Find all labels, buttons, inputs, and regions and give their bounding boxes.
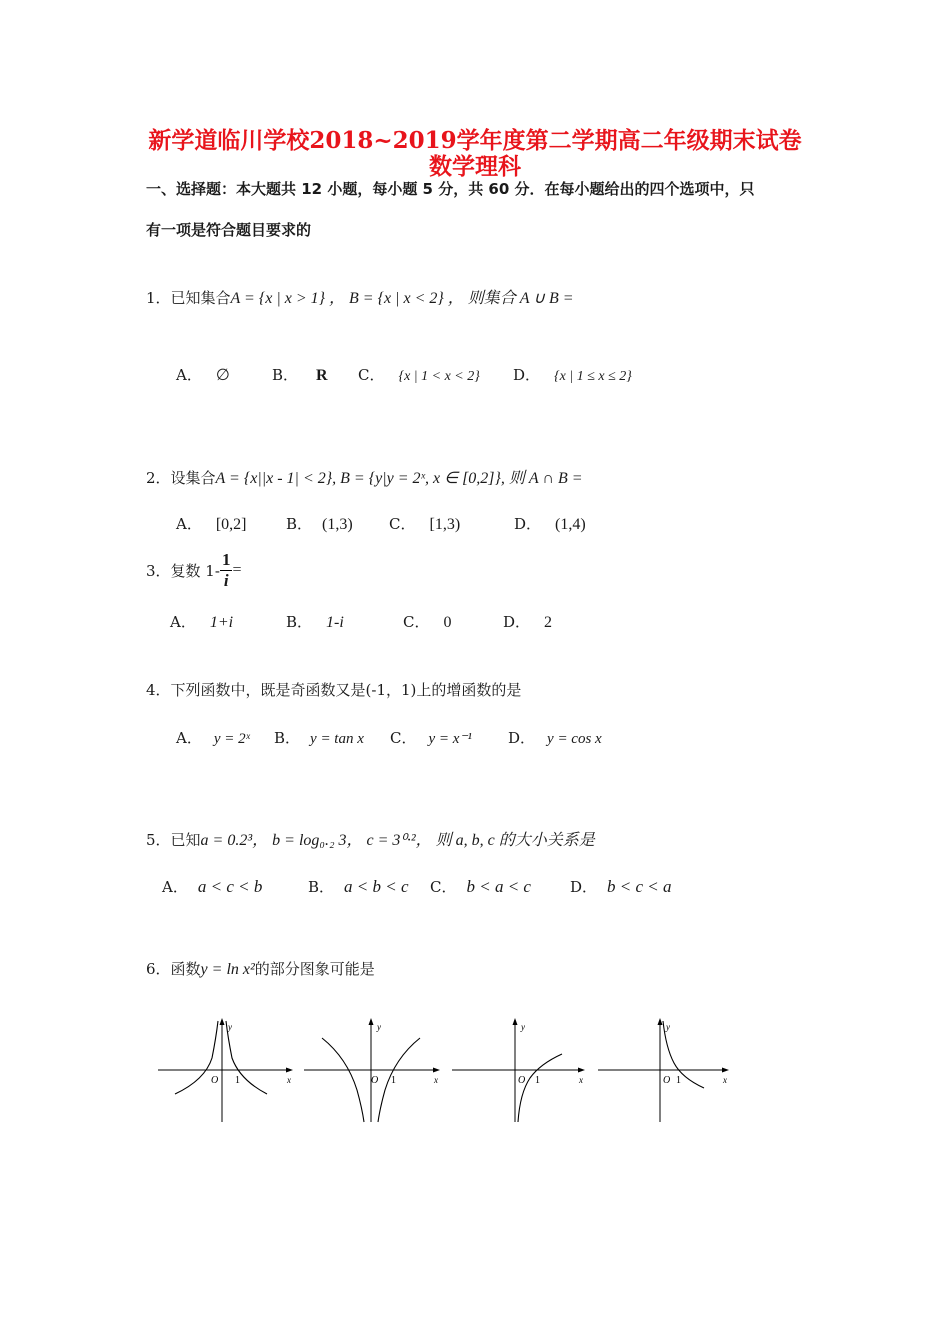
option-label: B． bbox=[272, 366, 299, 384]
option-label: B． bbox=[274, 729, 301, 747]
fraction-denominator: i bbox=[223, 571, 229, 590]
q3-option-d[interactable] bbox=[503, 611, 552, 632]
option-text: [0,2] bbox=[215, 516, 247, 533]
x-axis-label: x bbox=[579, 1075, 583, 1085]
tick-one-label: 1 bbox=[391, 1075, 396, 1086]
option-text: [1,3) bbox=[429, 516, 461, 533]
q3-option-c[interactable] bbox=[403, 611, 451, 632]
question-5-math: a = 0.2³， b = log₀.₂ 3， c = 3⁰·²， 则 a, b, c 的大小关系是 bbox=[200, 832, 595, 849]
origin-label: O bbox=[211, 1075, 219, 1086]
fraction-numerator: 1 bbox=[221, 550, 231, 569]
option-label: C． bbox=[389, 515, 416, 533]
q2-option-a[interactable] bbox=[176, 513, 247, 534]
option-text: y = 2ˣ bbox=[213, 731, 250, 747]
q5-option-c[interactable] bbox=[430, 876, 531, 897]
option-text: a < b < c bbox=[344, 877, 409, 896]
option-text: R bbox=[316, 367, 328, 384]
option-text: ∅ bbox=[215, 367, 230, 384]
option-text: 1-i bbox=[326, 614, 344, 631]
q2-option-c[interactable] bbox=[389, 513, 460, 534]
question-6-math: y = ln x² bbox=[200, 961, 255, 978]
q2-option-b[interactable] bbox=[286, 513, 353, 534]
option-label: D． bbox=[513, 366, 541, 384]
option-label: C． bbox=[403, 613, 430, 631]
question-3-prefix: 3．复数 1- bbox=[146, 562, 220, 580]
q4-option-a[interactable] bbox=[176, 727, 250, 748]
question-2 bbox=[146, 465, 583, 488]
option-text: 0 bbox=[443, 614, 452, 631]
section-instructions-line1: 一、选择题：本大题共 12 小题，每小题 5 分，共 60 分．在每小题给出的四个选项中，只 bbox=[146, 180, 755, 198]
option-text: a < c < b bbox=[197, 877, 263, 896]
question-4: 4．下列函数中，既是奇函数又是(-1，1)上的增函数的是 bbox=[146, 681, 522, 699]
x-axis-label: x bbox=[434, 1075, 438, 1085]
graph-option-a[interactable] bbox=[155, 1018, 300, 1128]
q3-option-a[interactable] bbox=[170, 611, 233, 632]
option-label: A． bbox=[162, 878, 188, 896]
x-axis-label: x bbox=[287, 1075, 291, 1085]
option-label: D． bbox=[570, 878, 598, 896]
question-6 bbox=[146, 958, 375, 979]
question-2-math: A = {x||x - 1| < 2}, B = {y|y = 2ˣ, x ∈ [0,2]}, 则 A ∩ B = bbox=[215, 470, 583, 487]
origin-label: O bbox=[371, 1075, 379, 1086]
origin-label: O bbox=[663, 1075, 671, 1086]
question-1 bbox=[146, 285, 574, 308]
origin-label: O bbox=[518, 1075, 526, 1086]
option-label: A． bbox=[176, 729, 202, 747]
question-2-prefix: 2．设集合 bbox=[146, 469, 216, 487]
q1-option-b[interactable] bbox=[272, 364, 328, 385]
option-text: {x | 1 < x < 2} bbox=[398, 369, 480, 384]
tick-one-label: 1 bbox=[535, 1075, 540, 1086]
option-text: (1,3) bbox=[322, 516, 353, 533]
tick-one-label: 1 bbox=[676, 1075, 681, 1086]
graph-option-b[interactable] bbox=[302, 1018, 447, 1128]
q1-option-d[interactable] bbox=[513, 364, 632, 385]
q5-option-b[interactable] bbox=[308, 876, 409, 897]
option-text: {x | 1 ≤ x ≤ 2} bbox=[554, 369, 632, 384]
q1-option-a[interactable] bbox=[176, 364, 230, 385]
y-axis-label: y bbox=[666, 1022, 670, 1032]
option-label: B． bbox=[286, 515, 313, 533]
option-text: 1+i bbox=[209, 614, 234, 631]
graph-option-c[interactable] bbox=[450, 1018, 595, 1128]
option-label: C． bbox=[390, 729, 417, 747]
q1-option-c[interactable] bbox=[358, 364, 480, 385]
tick-one-label: 1 bbox=[235, 1075, 240, 1086]
option-text: y = x⁻¹ bbox=[428, 731, 472, 747]
exam-title-line1: 新学道临川学校2018~2019学年度第二学期高二年级期末试卷 bbox=[148, 127, 802, 154]
question-3-fraction bbox=[220, 550, 233, 591]
q4-option-c[interactable] bbox=[390, 727, 472, 748]
question-6-prefix: 6．函数 bbox=[146, 960, 201, 978]
q5-option-a[interactable] bbox=[162, 876, 262, 897]
question-6-suffix: 的部分图象可能是 bbox=[254, 960, 375, 978]
q3-option-b[interactable] bbox=[286, 611, 344, 632]
q5-option-d[interactable] bbox=[570, 876, 672, 897]
option-label: C． bbox=[430, 878, 457, 896]
question-1-math: A = {x | x > 1} ， B = {x | x < 2} ， 则集合 A ∪ B = bbox=[230, 290, 574, 307]
y-axis-label: y bbox=[377, 1022, 381, 1032]
y-axis-label: y bbox=[228, 1022, 232, 1032]
option-label: A． bbox=[176, 515, 202, 533]
question-5-prefix: 5．已知 bbox=[146, 831, 201, 849]
exam-title-line2: 数学理科 bbox=[429, 153, 521, 180]
q2-option-d[interactable] bbox=[514, 513, 586, 534]
option-label: A． bbox=[170, 613, 196, 631]
question-5 bbox=[146, 827, 595, 850]
q4-option-d[interactable] bbox=[508, 727, 602, 748]
question-3 bbox=[146, 550, 241, 591]
option-label: D． bbox=[503, 613, 531, 631]
option-label: A． bbox=[176, 366, 202, 384]
option-text: b < a < c bbox=[466, 877, 531, 896]
graph-option-d[interactable] bbox=[596, 1018, 741, 1128]
question-3-suffix: = bbox=[232, 561, 242, 579]
option-text: (1,4) bbox=[555, 516, 586, 533]
option-text: 2 bbox=[544, 614, 553, 631]
option-text: y = tan x bbox=[310, 731, 364, 747]
y-axis-label: y bbox=[521, 1022, 525, 1032]
x-axis-label: x bbox=[723, 1075, 727, 1085]
option-label: B． bbox=[286, 613, 313, 631]
option-text: b < c < a bbox=[607, 877, 672, 896]
option-label: C． bbox=[358, 366, 385, 384]
section-instructions-line2: 有一项是符合题目要求的 bbox=[146, 221, 312, 239]
option-label: B． bbox=[308, 878, 335, 896]
option-text: y = cos x bbox=[547, 731, 602, 747]
option-label: D． bbox=[508, 729, 536, 747]
q4-option-b[interactable] bbox=[274, 727, 364, 748]
question-1-prefix: 1．已知集合 bbox=[146, 289, 231, 307]
option-label: D． bbox=[514, 515, 542, 533]
